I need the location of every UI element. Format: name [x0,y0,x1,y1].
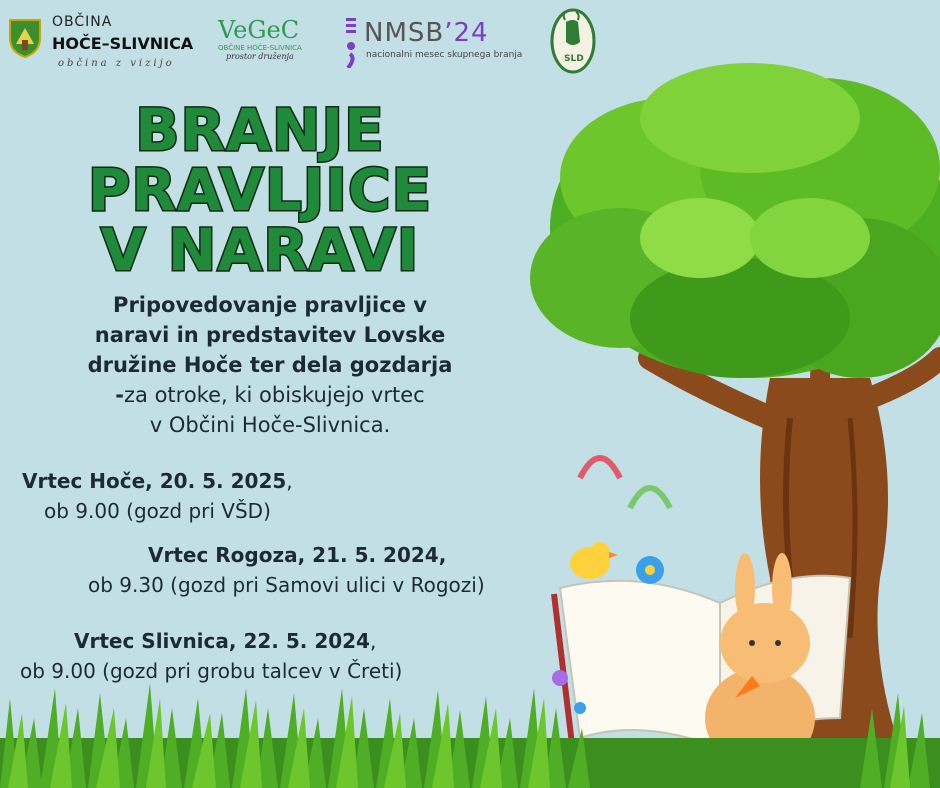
nmsb-title: NMSB [364,18,445,48]
event-slivnica [20,626,402,686]
intro-bold3: družine Hoče ter dela gozdarja [87,353,453,377]
obcina-slogan: občina z vizijo [58,58,175,69]
intro-rest1: za otroke, ki obiskujejo vrtec [124,383,425,407]
event-detail: ob 9.00 (gozd pri grobu talcev v Čreti) [20,659,403,683]
vegec-logo [218,16,318,72]
sld-text: SLD [564,54,584,64]
vegec-title: VeGeC [218,16,300,44]
event-detail: ob 9.30 (gozd pri Samovi ulici v Rogozi) [88,573,485,597]
tree-canopy [530,63,940,378]
event-title: Vrtec Hoče, 20. 5. 2025 [22,469,287,493]
intro-bold1: Pripovedovanje pravljice v [113,293,427,317]
title-line1: BRANJE [135,96,385,164]
intro-dash: - [115,383,125,407]
intro-text [40,290,500,440]
title-line2: PRAVLJICE [87,156,433,224]
page-title [40,96,480,284]
vegec-slogan: prostor druženja [226,52,294,61]
event-title: Vrtec Rogoza, 21. 5. 2024, [148,543,447,567]
event-title: Vrtec Slivnica, 22. 5. 2024 [74,629,370,653]
nmsb-logo [342,16,532,72]
event-hoce [22,466,293,526]
event-rogoza [88,540,485,600]
nmsb-sub: nacionalni mesec skupnega branja [366,50,523,60]
intro-rest2: v Občini Hoče-Slivnica. [149,413,391,437]
semicolon-mark-icon [342,16,362,68]
intro-bold2: naravi in predstavitev Lovske [94,323,446,347]
event-suffix: , [369,629,377,653]
obcina-line1: OBČINA [52,14,113,30]
grass-strip [0,678,940,788]
bird [570,542,618,579]
event-detail: ob 9.00 (gozd pri VŠD) [44,499,271,523]
obcina-line2: HOČE–SLIVNICA [52,34,194,53]
nmsb-year: ’24 [444,18,489,48]
title-line3: V NARAVI [100,216,420,284]
coat-of-arms-icon [8,18,42,58]
event-suffix: , [286,469,293,493]
obcina-logo [8,14,208,74]
vegec-sub: OBČINE HOČE-SLIVNICA [218,44,302,52]
